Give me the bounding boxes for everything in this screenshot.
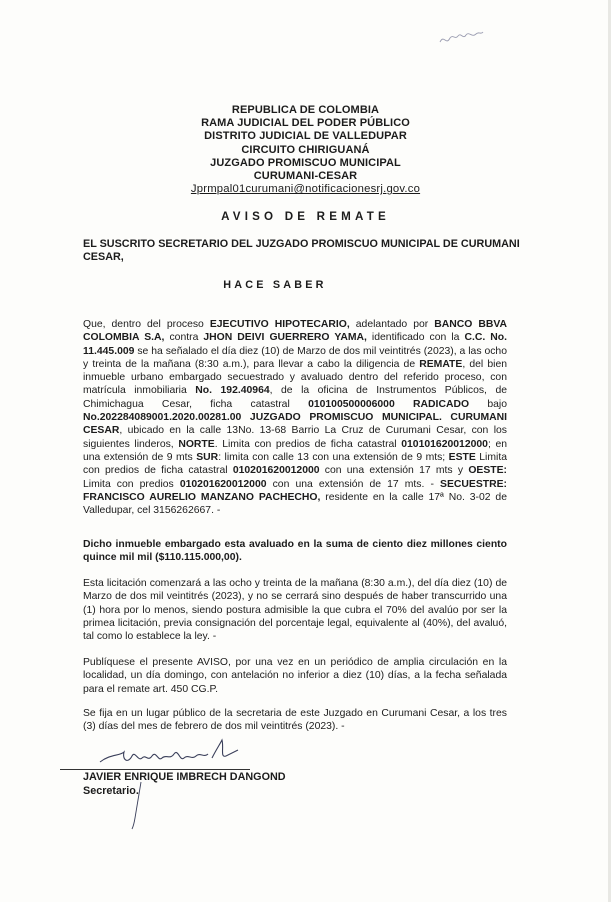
header-branch: RAMA JUDICIAL DEL PODER PÚBLICO <box>201 117 410 130</box>
paragraph-valuation: Dicho inmueble embargado esta avaluado en la suma de ciento diez millones ciento quince mil mil ($110.115.000,00). <box>83 539 507 564</box>
signer-name: JAVIER ENRIQUE IMBRECH DANGOND <box>83 771 286 783</box>
header-district: DISTRITO JUDICIAL DE VALLEDUPAR <box>204 130 407 143</box>
document-header <box>0 104 611 196</box>
signer-block <box>83 770 286 798</box>
header-circuit: CIRCUITO CHIRIGUANÁ <box>241 143 370 156</box>
signer-role: Secretario. <box>83 785 139 797</box>
paragraph-posting-date: Se fija en un lugar público de la secretaria de este Juzgado en Curumani Cesar, a los tres (3) días del mes de febrero de dos mil veintitrés (2023). - <box>83 708 507 733</box>
document-subtitle: HACE SABER <box>223 279 327 291</box>
document-title: AVISO DE REMATE <box>221 210 390 223</box>
header-email-link[interactable]: Jprmpal01curumani@notificacionesrj.gov.co <box>190 183 421 196</box>
handwritten-annotation <box>436 26 486 50</box>
paragraph-publication: Publíquese el presente AVISO, por una vez en un periódico de amplia circulación en la localidad, un día domingo, con antelación no inferior a diez (10) días, a la fecha señalada para el remate art. 450 CG.P. <box>83 657 507 695</box>
header-city: CURUMANI-CESAR <box>253 170 358 183</box>
intro-statement: EL SUSCRITO SECRETARIO DEL JUZGADO PROMISCUO MUNICIPAL DE CURUMANI CESAR, <box>83 238 520 264</box>
paragraph-case-details: Que, dentro del proceso EJECUTIVO HIPOTECARIO, adelantado por BANCO BBVA COLOMBIA S.A, contra JHON DEIVI GUERRERO YAMA, identificado con la C.C. No. 11.445.009 se ha señalado el día diez (10) de Marzo de dos mil veintitrés (2023), a las ocho y treinta de la mañana (8:30 a.m.), para llevar a cabo la diligencia de REMATE, del bien inmueble urbano embargado secuestrado y avaluado dentro del referido proceso, con matrícula inmobiliaria No. 192.40964, de la oficina de Instrumentos Públicos, de Chimichagua Cesar, ficha catastral 010100500006000 RADICADO bajo No.202284089001.2020.00281.00 JUZGADO PROMISCUO MUNICIPAL. CURUMANI CESAR, ubicado en la calle 13No. 13-68 Barrio La Cruz de Curumani Cesar, con los siguientes linderos, NORTE. Limita con predios de ficha catastral 010101620012000; en una extensión de 9 mts SUR: limita con calle 13 con una extensión de 9 mts; ESTE Limita con predios de ficha catastral 010201620012000 con una extensión 17 mts y OESTE: Limita con predios 010201620012000 con una extensión de 17 mts. - SECUESTRE: FRANCISCO AURELIO MANZANO PACHECHO, residente en la calle 17ª No. 3-02 de Valledupar, cel 3156262667. - <box>83 319 508 517</box>
header-country: REPUBLICA DE COLOMBIA <box>231 104 380 116</box>
header-court: JUZGADO PROMISCUO MUNICIPAL <box>210 156 401 169</box>
signature-stroke <box>125 780 155 830</box>
paragraph-auction-terms: Esta licitación comenzará a las ocho y treinta de la mañana (8:30 a.m.), del día diez (10) de Marzo de dos mil veintitrés (2023), y no se cerrará sino después de haber transcurrido una (1) hora por lo menos, siendo postura admisible la que cubra el 70% del avalúo por ser la primea licitación, previa consignación del porcentaje legal, equivalente al (40%), del avaluó, tal como lo establece la ley. - <box>83 578 507 643</box>
